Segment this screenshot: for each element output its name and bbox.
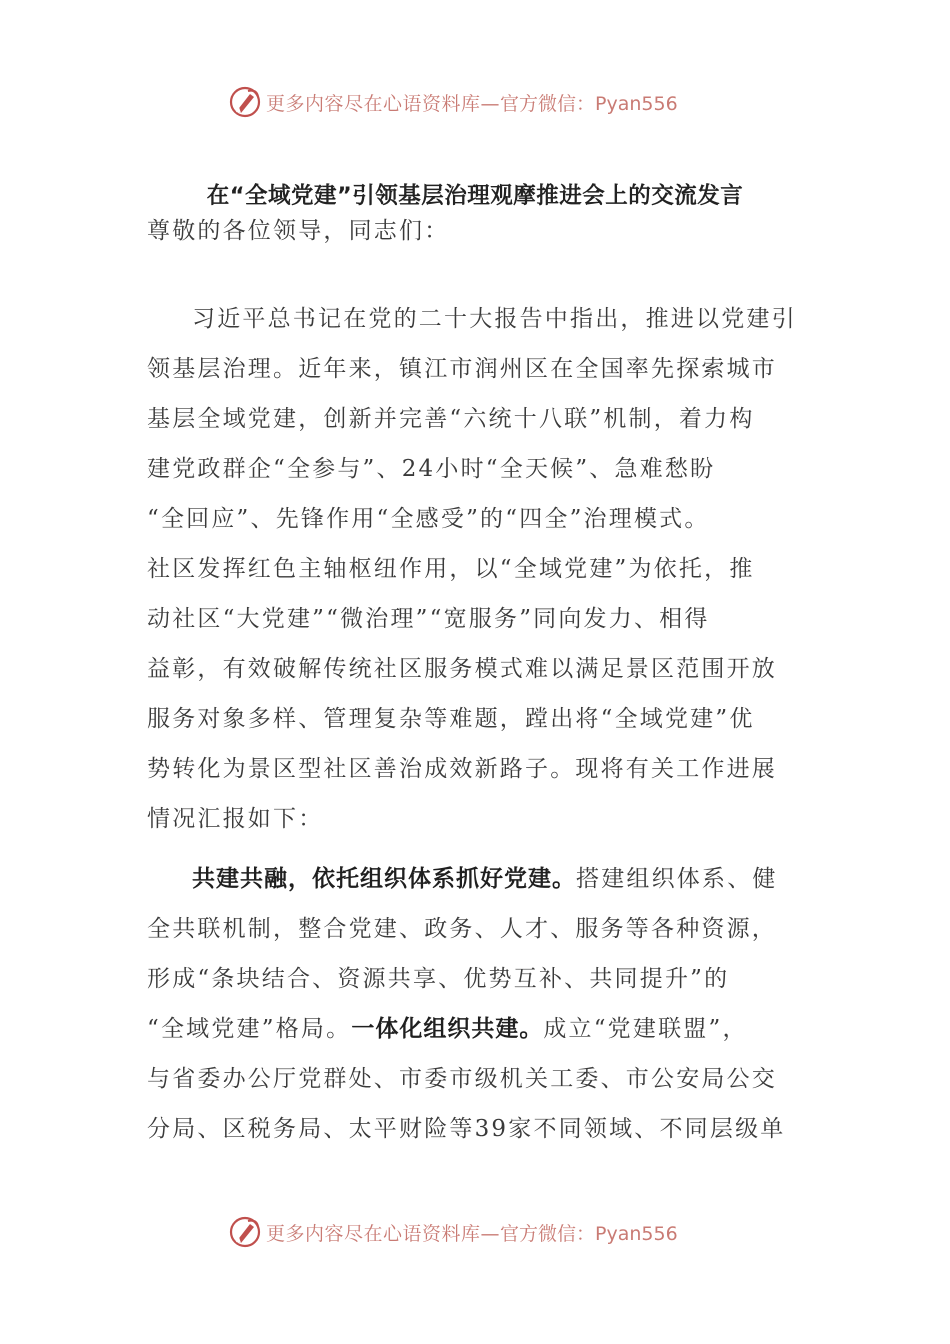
paragraph-line: 形成“条块结合、资源共享、优势互补、共同提升”的	[147, 966, 730, 992]
paragraph-text: 搭建组织体系、健	[576, 866, 778, 892]
paragraph-line: 领基层治理。近年来，镇江市润州区在全国率先探索城市	[147, 356, 777, 382]
pen-nib-logo-icon	[228, 85, 262, 119]
paragraph-text: 成立“党建联盟”，	[543, 1016, 748, 1042]
watermark-contact: 官方微信：Pyan556	[500, 1222, 678, 1245]
pen-nib-logo-icon	[228, 1215, 262, 1249]
paragraph-line	[147, 854, 809, 904]
watermark-text: 更多内容尽在心语资料库—	[266, 1222, 501, 1245]
header-watermark	[228, 82, 748, 122]
paragraph-2	[147, 854, 809, 1154]
paragraph-line: 习近平总书记在党的二十大报告中指出，推进以党建引	[192, 306, 797, 332]
paragraph-line: 分局、区税务局、太平财险等39家不同领域、不同层级单	[147, 1116, 786, 1142]
paragraph-line: 社区发挥红色主轴枢纽作用，以“全域党建”为依托，推	[147, 556, 755, 582]
paragraph-line: 与省委办公厅党群处、市委市级机关工委、市公安局公交	[147, 1066, 777, 1092]
paragraph-line	[147, 1004, 809, 1054]
greeting-line: 尊敬的各位领导，同志们：	[147, 218, 450, 244]
greeting	[147, 206, 809, 256]
paragraph-line: 势转化为景区型社区善治成效新路子。现将有关工作进展	[147, 756, 777, 782]
paragraph-line: 益彰，有效破解传统社区服务模式难以满足景区范围开放	[147, 656, 777, 682]
paragraph-line: 情况汇报如下：	[147, 806, 324, 832]
paragraph-1	[147, 294, 809, 844]
paragraph-line: 服务对象多样、管理复杂等难题，蹚出将“全域党建”优	[147, 706, 755, 732]
watermark-contact: 官方微信：Pyan556	[500, 92, 678, 115]
document-title: 在“全域党建”引领基层治理观摩推进会上的交流发言	[206, 183, 744, 209]
section-heading: 共建共融，依托组织体系抓好党建。	[192, 866, 576, 892]
paragraph-line: 建党政群企“全参与”、24小时“全天候”、急难愁盼	[147, 456, 716, 482]
subsection-heading: 一体化组织共建。	[351, 1016, 544, 1042]
paragraph-line: 动社区“大党建”“微治理”“宽服务”同向发力、相得	[147, 606, 710, 632]
paragraph-line: “全回应”、先锋作用“全感受”的“四全”治理模式。	[147, 506, 710, 532]
watermark-text: 更多内容尽在心语资料库—	[266, 92, 501, 115]
paragraph-text: “全域党建”格局。	[147, 1016, 352, 1042]
paragraph-line: 全共联机制，整合党建、政务、人才、服务等各种资源，	[147, 916, 777, 942]
paragraph-line: 基层全域党建，创新并完善“六统十八联”机制，着力构	[147, 406, 755, 432]
footer-watermark	[228, 1212, 748, 1252]
